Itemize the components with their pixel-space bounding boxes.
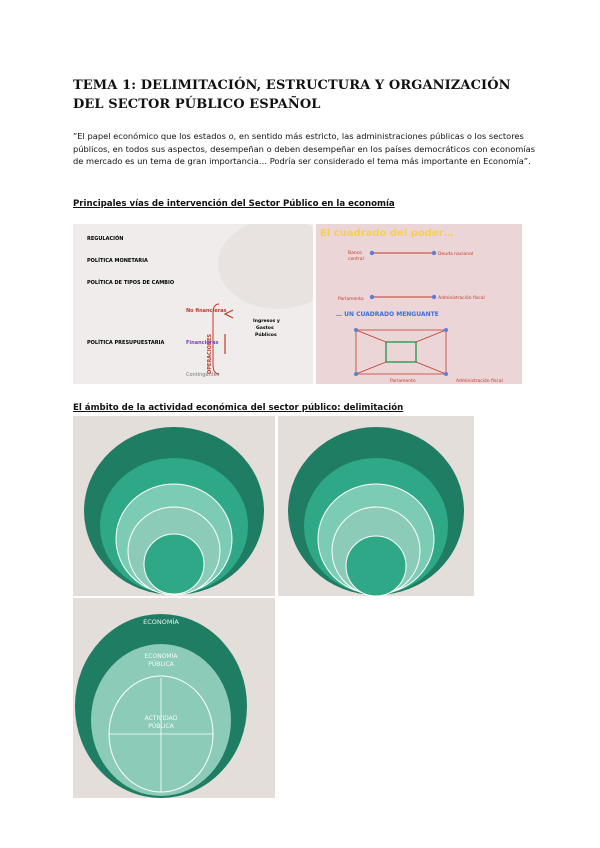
node-b [444,328,448,332]
section-heading-ambito: El ámbito de la actividad económica del sector público: delimitación [73,403,404,413]
via-tipos-cambio: POLÍTICA DE TIPOS DE CAMBIO [87,280,175,286]
banco-label-1: Banco [348,251,362,256]
cuadrado-title: El cuadrado del poder… [320,228,454,239]
actividad-label-1: ACTIVIDAD [144,715,178,722]
admin-fiscal-label: Administración fiscal [438,296,485,301]
ingresos-line-2: Gastos [256,326,274,331]
figure-circulos-1 [73,416,275,596]
ingresos-line-3: Públicos [255,333,277,338]
circle-5 [346,536,406,596]
economia-label: ECONOMÍA [143,618,179,626]
node-banco [370,251,374,255]
figure-circulos-3 [73,598,275,798]
node-admin [432,295,436,299]
parlamento-label: Parlamento [338,297,364,302]
ingresos-line-1: Ingresos y [253,319,280,324]
operaciones-brace [213,304,219,374]
inner-square [386,342,416,362]
actividad-label-2: PÚBLICA [148,723,174,730]
via-regulacion: REGULACIÓN [87,236,124,242]
intro-quote: “El papel económico que los estados o, en sentido más estricto, las administraciones públicas o los sectores públicos, en todos sus aspectos, desempeñan o deben desempeñar en los países democráticos con economías de mercado es un tema de gran importancia… Podría ser considerado el tema más importante en Economía”. [73,131,536,167]
via-presupuestaria: POLÍTICA PRESUPUESTARIA [87,340,165,346]
node-deuda [432,251,436,255]
bottom-admin-label: Administración fiscal [456,379,503,384]
economia-publica-label-2: PÚBLICA [148,661,174,668]
figure-cuadrado-poder [316,224,522,384]
section-heading-vias: Principales vías de intervención del Sector Público en la economía [73,199,395,209]
deuda-label: Deuda nacional [438,252,474,257]
document-title: TEMA 1: DELIMITACIÓN, ESTRUCTURA Y ORGANIZACIÓN DEL SECTOR PÚBLICO ESPAÑOL [73,78,511,112]
node-d [444,372,448,376]
financieras-label: Financieras [186,340,219,346]
node-a [354,328,358,332]
diag-4 [416,362,446,374]
node-c [354,372,358,376]
via-monetaria: POLÍTICA MONETARIA [87,258,148,264]
figure-circulos-2 [278,416,474,596]
diag-2 [416,330,446,342]
economia-publica-label-1: ECONOMÍA [144,653,178,660]
contingentes-label: Contingentes [186,372,220,378]
banco-label-2: central [348,257,364,262]
no-financieras-label: No financieras [186,308,227,314]
node-parlamento [370,295,374,299]
figure-vias-intervencion [73,224,313,384]
diag-3 [356,362,386,374]
bottom-parlamento-label: Parlamento [390,379,416,384]
decor-shape [218,224,313,309]
menguante-label: … UN CUADRADO MENGUANTE [336,311,439,318]
diag-1 [356,330,386,342]
circle-5 [144,534,204,594]
operaciones-label: OPERACIONES [207,333,213,374]
